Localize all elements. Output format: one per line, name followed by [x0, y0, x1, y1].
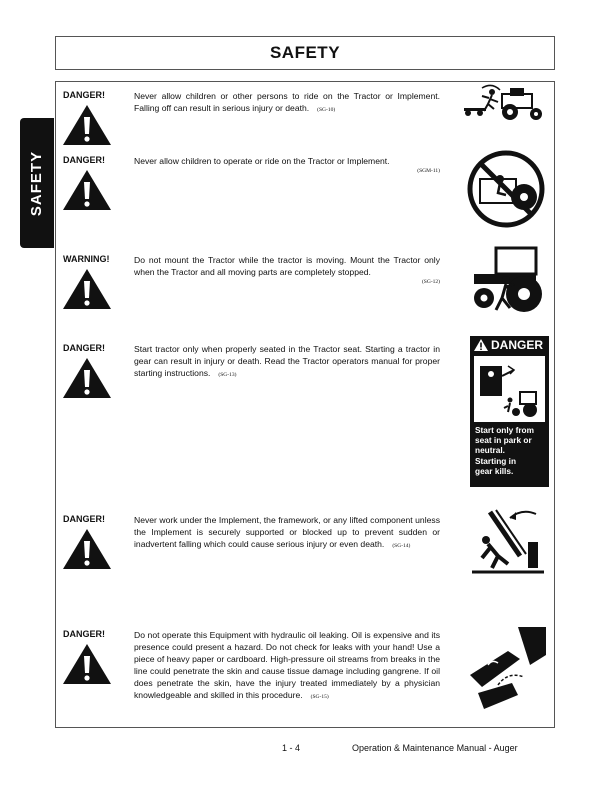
- message-code: (SG-10): [317, 107, 336, 113]
- warning-triangle-icon: [474, 339, 488, 351]
- message-code: (SG-13): [218, 372, 237, 378]
- message-text: Do not operate this Equipment with hydraulic oil leaking. Oil is expensive and its presence could present a hazard. Do not check for leaks with your hand! Use a piece of heavy paper or cardboard. High-pressure oil streams from breaks in the line could penetrate the skin and cause tissue damage including gangrene. If oil does penetrate the skin, have the injury treated immediately by a physician knowledgeable and skilled in this procedure.: [134, 630, 440, 700]
- message-text: Never allow children to operate or ride on the Tractor or Implement.: [134, 156, 390, 166]
- page-title: SAFETY: [269, 43, 341, 62]
- safety-message: [134, 514, 440, 552]
- no-mounting-moving-tractor-icon: [466, 244, 550, 316]
- message-text: Start tractor only when properly seated in the Tractor seat. Starting a tractor in gear can result in injury or death. Read the Tractor operators manual for proper starting instructions.: [134, 344, 440, 378]
- warning-triangle-icon: [62, 528, 112, 570]
- message-code: (SG-14): [392, 543, 411, 549]
- falling-implement-crush-icon: [470, 506, 546, 578]
- decal-line: seat in park or: [475, 435, 532, 446]
- message-text: Do not mount the Tractor while the tractor is moving. Mount the Tractor only when the Tractor and all moving parts are completely stopped.: [134, 255, 440, 277]
- signal-word: DANGER!: [63, 90, 105, 100]
- decal-text: [475, 425, 534, 476]
- decal-line: Starting in: [475, 455, 517, 466]
- decal-pictogram: [474, 356, 545, 422]
- message-text: Never work under the Implement, the framework, or any lifted component unless the Implement is securely supported or blocked up to prevent sudden or inadvertent falling which could cause serious injury or even death.: [134, 515, 440, 549]
- safety-message: [134, 629, 440, 703]
- warning-triangle-icon: [62, 268, 112, 310]
- manual-title: Operation & Maintenance Manual - Auger: [352, 743, 518, 753]
- safety-message: [134, 90, 440, 116]
- side-tab-label: SAFETY: [28, 150, 46, 216]
- message-text: Never allow children or other persons to ride on the Tractor or Implement. Falling off can result in serious injury or death.: [134, 91, 440, 113]
- rider-falling-tractor-icon: [462, 84, 548, 122]
- safety-message: [134, 343, 440, 381]
- warning-triangle-icon: [62, 169, 112, 211]
- section-side-tab: [20, 118, 54, 248]
- signal-word: DANGER!: [63, 629, 105, 639]
- signal-word: DANGER!: [63, 343, 105, 353]
- decal-line: neutral.: [475, 445, 505, 456]
- message-code: (SG-15): [310, 694, 329, 700]
- warning-triangle-icon: [62, 643, 112, 685]
- message-code: (SGM-11): [417, 168, 440, 174]
- message-code: (SG-12): [421, 279, 440, 285]
- danger-decal: [470, 336, 549, 487]
- page-header: [55, 36, 555, 70]
- tractor-start-pictogram-icon: [474, 356, 545, 422]
- no-children-tractor-icon: [466, 149, 546, 229]
- warning-triangle-icon: [62, 104, 112, 146]
- signal-word: DANGER!: [63, 155, 105, 165]
- decal-header: [470, 336, 549, 354]
- decal-line: Start only from: [475, 425, 535, 435]
- hydraulic-oil-injection-icon: [468, 625, 548, 713]
- warning-triangle-icon: [62, 357, 112, 399]
- safety-message: [134, 155, 440, 175]
- decal-line: gear kills.: [475, 465, 514, 476]
- signal-word: DANGER!: [63, 514, 105, 524]
- decal-title: DANGER: [491, 338, 544, 352]
- page-number: 1 - 4: [282, 743, 301, 753]
- safety-message: [134, 254, 440, 286]
- signal-word: WARNING!: [63, 254, 110, 264]
